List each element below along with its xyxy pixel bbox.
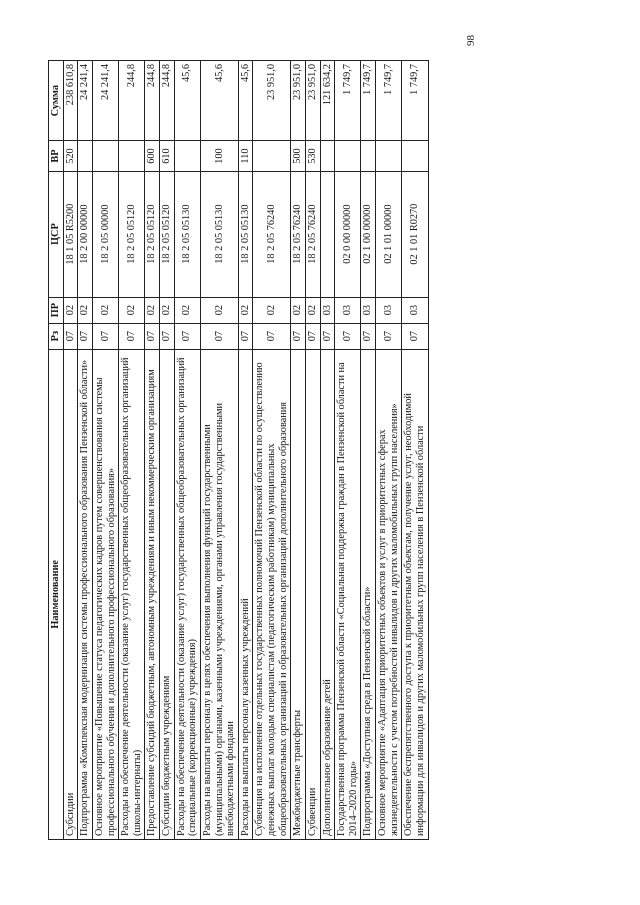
row-csr: 18 2 05 76240 (291, 171, 306, 297)
row-vr (78, 141, 93, 171)
table-row (305, 61, 320, 840)
row-pr: 03 (361, 297, 376, 323)
row-vr: 520 (63, 141, 78, 171)
row-pr: 03 (335, 297, 361, 323)
row-rz: 07 (253, 323, 291, 349)
row-vr (92, 141, 118, 171)
table-row (200, 61, 238, 840)
row-pr: 02 (63, 297, 78, 323)
row-sum: 23 951,0 (253, 61, 291, 141)
row-sum: 1 749,7 (376, 61, 402, 141)
table-header-row (49, 61, 64, 840)
row-sum: 1 749,7 (335, 61, 361, 141)
row-rz: 07 (174, 323, 200, 349)
row-name: Подпрограмма «Доступная среда в Пензенской области» (361, 349, 376, 839)
row-csr: 18 2 05 05130 (200, 171, 238, 297)
row-vr: 110 (238, 141, 253, 171)
row-name: Расходы на обеспечение деятельности (оказание услуг) государственных общеобразовательных организаций (школы-интернаты) (119, 349, 145, 839)
row-rz: 07 (320, 323, 335, 349)
row-pr: 02 (174, 297, 200, 323)
row-csr: 18 2 05 00000 (92, 171, 118, 297)
row-csr: 18 2 05 05120 (160, 171, 175, 297)
table-row (253, 61, 291, 840)
row-name: Расходы на выплаты персоналу в целях обеспечения выполнения функций государственными (муниципальными) органами, казенными учреждениями, органами управления государственными внебюджетными фондами (200, 349, 238, 839)
row-pr: 02 (200, 297, 238, 323)
row-pr: 03 (402, 297, 428, 323)
row-csr: 18 2 05 05130 (238, 171, 253, 297)
row-csr: 02 0 00 00000 (335, 171, 361, 297)
row-pr: 02 (160, 297, 175, 323)
row-sum: 121 634,2 (320, 61, 335, 141)
row-vr: 100 (200, 141, 238, 171)
row-vr (320, 141, 335, 171)
row-sum: 244,8 (119, 61, 145, 141)
row-vr (376, 141, 402, 171)
row-vr (402, 141, 428, 171)
row-rz: 07 (238, 323, 253, 349)
row-vr: 600 (145, 141, 160, 171)
table-row (78, 61, 93, 840)
row-rz: 07 (376, 323, 402, 349)
row-csr: 18 2 00 00000 (78, 171, 93, 297)
row-name: Основное мероприятие «Адаптация приоритетных объектов и услуг в приоритетных сферах жизнедеятельности с учетом потребностей инвалидов и других маломобильных групп населения» (376, 349, 402, 839)
table-row (145, 61, 160, 840)
row-sum: 1 749,7 (361, 61, 376, 141)
row-name: Субвенция на исполнение отдельных государственных полномочий Пензенской области по осуществлению денежных выплат молодым специалистам (педагогическим работникам) муниципальных общеобразовательных организаций и образовательных организаций дополнительного образования (253, 349, 291, 839)
row-rz: 07 (200, 323, 238, 349)
row-rz: 07 (160, 323, 175, 349)
row-csr: 02 1 01 R0270 (402, 171, 428, 297)
row-csr: 18 2 05 05120 (119, 171, 145, 297)
row-vr: 500 (291, 141, 306, 171)
row-pr: 03 (320, 297, 335, 323)
row-pr: 02 (291, 297, 306, 323)
row-csr: 18 2 05 05130 (174, 171, 200, 297)
table-row (92, 61, 118, 840)
row-rz: 07 (335, 323, 361, 349)
row-pr: 02 (253, 297, 291, 323)
row-pr: 03 (376, 297, 402, 323)
row-vr (174, 141, 200, 171)
header-csr: ЦСР (49, 171, 64, 297)
row-sum: 1 749,7 (402, 61, 428, 141)
row-sum: 24 241,4 (78, 61, 93, 141)
row-rz: 07 (78, 323, 93, 349)
row-rz: 07 (92, 323, 118, 349)
row-csr: 18 2 05 76240 (253, 171, 291, 297)
row-name: Межбюджетные трансферты (291, 349, 306, 839)
row-vr: 530 (305, 141, 320, 171)
header-pr: ПР (49, 297, 64, 323)
row-name: Подпрограмма «Комплексная модернизация системы профессионального образования Пензенской области» (78, 349, 93, 839)
row-rz: 07 (361, 323, 376, 349)
budget-table (48, 60, 429, 840)
row-name: Субвенции (305, 349, 320, 839)
row-name: Обеспечение беспрепятственного доступа к приоритетным объектам, получение услуг, необходимой информации для инвалидов и других маломобильных групп населения в Пензенской области (402, 349, 428, 839)
row-csr: 18 1 05 R5200 (63, 171, 78, 297)
row-csr: 18 2 05 76240 (305, 171, 320, 297)
header-sum: Сумма (49, 61, 64, 141)
table-row (160, 61, 175, 840)
row-vr: 610 (160, 141, 175, 171)
page-number: 98 (465, 35, 477, 46)
row-rz: 07 (305, 323, 320, 349)
row-name: Предоставление субсидий бюджетным, автономным учреждениям и иным некоммерческим организациям (145, 349, 160, 839)
table-row (119, 61, 145, 840)
table-row (63, 61, 78, 840)
header-vr: ВР (49, 141, 64, 171)
row-name: Расходы на выплаты персоналу казенных учреждений (238, 349, 253, 839)
row-pr: 02 (238, 297, 253, 323)
row-sum: 45,6 (238, 61, 253, 141)
row-pr: 02 (145, 297, 160, 323)
row-name: Дополнительное образование детей (320, 349, 335, 839)
header-rz: Рз (49, 323, 64, 349)
row-sum: 45,6 (174, 61, 200, 141)
row-name: Субсидии бюджетным учреждениям (160, 349, 175, 839)
table-row (291, 61, 306, 840)
table-row (238, 61, 253, 840)
row-csr: 18 2 05 05120 (145, 171, 160, 297)
header-name: Наименование (49, 349, 64, 839)
row-sum: 23 951,0 (305, 61, 320, 141)
row-pr: 02 (119, 297, 145, 323)
row-name: Основное мероприятие «Повышение статуса педагогических кадров путем совершенствования системы профессионального обучения и дополнительного профессионального образования» (92, 349, 118, 839)
row-rz: 07 (291, 323, 306, 349)
table-row (335, 61, 361, 840)
row-csr: 02 1 00 00000 (361, 171, 376, 297)
row-rz: 07 (402, 323, 428, 349)
row-rz: 07 (63, 323, 78, 349)
row-name: Субсидии (63, 349, 78, 839)
row-name: Расходы на обеспечение деятельности (оказание услуг) государственных общеобразовательных организаций (специальные (коррекционные) учреждения) (174, 349, 200, 839)
row-pr: 02 (305, 297, 320, 323)
table-row (320, 61, 335, 840)
table-row (174, 61, 200, 840)
table-row (402, 61, 428, 840)
row-vr (361, 141, 376, 171)
row-sum: 45,6 (200, 61, 238, 141)
row-pr: 02 (78, 297, 93, 323)
budget-table-rotated (48, 60, 588, 840)
row-sum: 24 241,4 (92, 61, 118, 141)
row-sum: 244,8 (160, 61, 175, 141)
row-vr (335, 141, 361, 171)
row-sum: 23 951,0 (291, 61, 306, 141)
row-csr: 02 1 01 00000 (376, 171, 402, 297)
table-row (376, 61, 402, 840)
row-pr: 02 (92, 297, 118, 323)
row-rz: 07 (145, 323, 160, 349)
row-sum: 244,8 (145, 61, 160, 141)
row-rz: 07 (119, 323, 145, 349)
row-csr (320, 171, 335, 297)
row-sum: 238 610,8 (63, 61, 78, 141)
row-vr (119, 141, 145, 171)
table-row (361, 61, 376, 840)
row-vr (253, 141, 291, 171)
row-name: Государственная программа Пензенской области «Социальная поддержка граждан в Пензенской области на 2014–2020 годы» (335, 349, 361, 839)
